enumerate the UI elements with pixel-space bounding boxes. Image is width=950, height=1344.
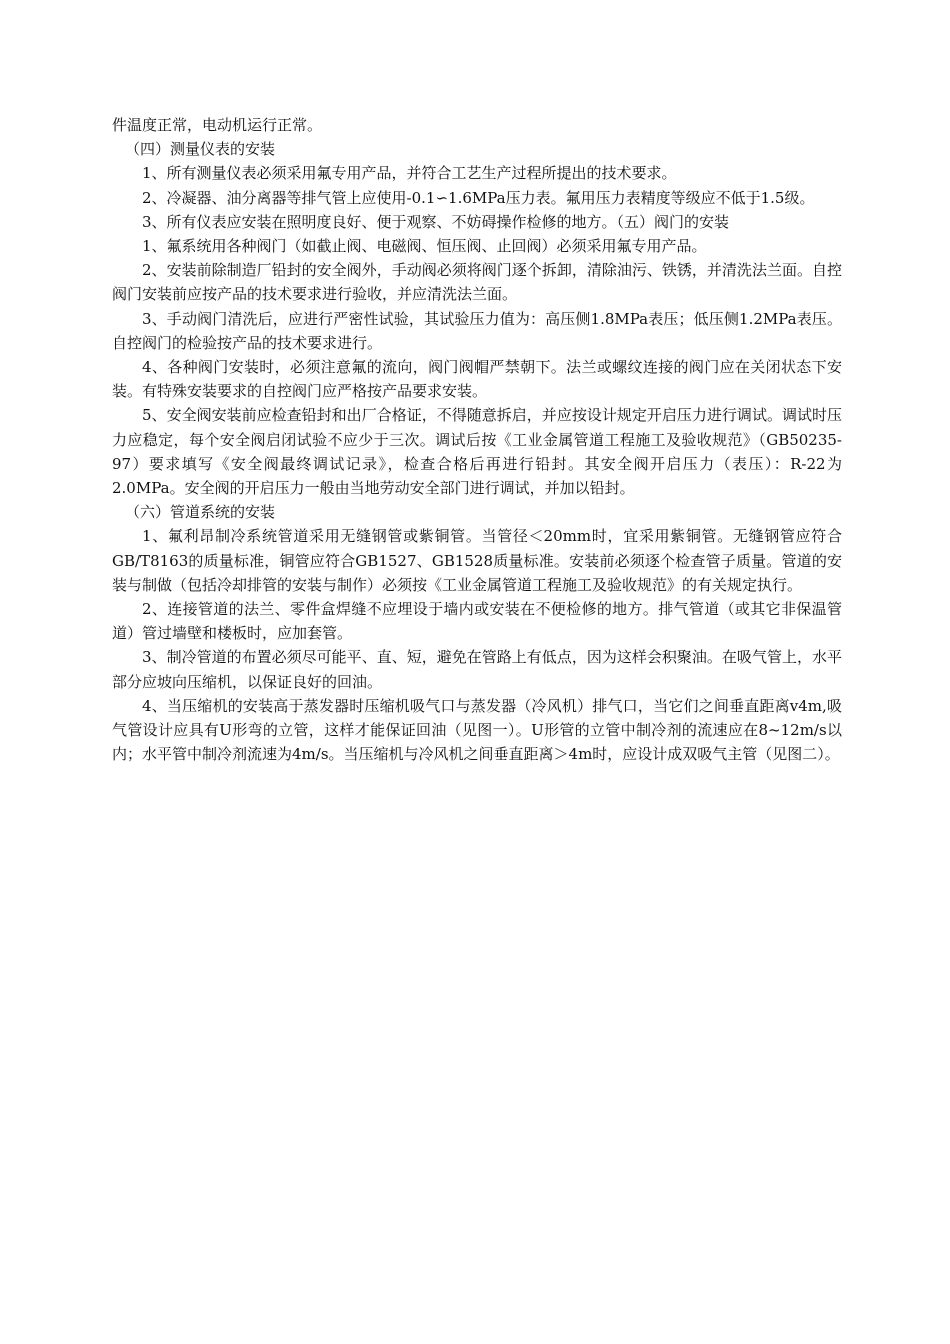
section-heading-piping: （六）管道系统的安装 <box>125 503 276 522</box>
paragraph: 3、制冷管道的布置必须尽可能平、直、短，避免在管路上有低点，因为这样会积聚油。在吸气管上，水平部分应坡向压缩机，以保证良好的回油。 <box>112 648 842 691</box>
paragraph-continuation: 件温度正常，电动机运行正常。 <box>112 116 323 134</box>
paragraph: 5、安全阀安装前应检查铅封和出厂合格证，不得随意拆启，并应按设计规定开启压力进行调试。调试时压力应稳定，每个安全阀启闭试验不应少于三次。调试后按《工业金属管道工程施工及验收规范》（GB50235-97）要求填写《安全阀最终调试记录》，检查合格后再进行铅封。其安全阀开启压力（表压）：R-22为2.0MPa。安全阀的开启压力一般由当地劳动安全部门进行调试，并加以铅封。 <box>112 406 842 498</box>
paragraph: 3、所有仪表应安装在照明度良好、便于观察、不妨碍操作检修的地方。（五）阀门的安装 <box>142 212 730 231</box>
paragraph: 2、安装前除制造厂铅封的安全阀外，手动阀必须将阀门逐个拆卸，清除油污、铁锈，并清洗法兰面。自控阀门安装前应按产品的技术要求进行验收，并应清洗法兰面。 <box>112 261 842 304</box>
paragraph: 3、手动阀门清洗后，应进行严密性试验，其试验压力值为：高压侧1.8MPa表压；低压侧1.2MPa表压。自控阀门的检验按产品的技术要求进行。 <box>112 309 842 352</box>
paragraph: 4、当压缩机的安装高于蒸发器时压缩机吸气口与蒸发器（冷风机）排气口，当它们之间垂直距离v4m,吸气管设计应具有U形弯的立管，这样才能保证回油（见图一）。U形管的立管中制冷剂的流速应在8~12m/s以内；水平管中制冷剂流速为4m/s。当压缩机与冷风机之间垂直距离＞4m时，应设计成双吸气主管（见图二）。 <box>112 696 842 764</box>
section-heading-instruments: （四）测量仪表的安装 <box>125 140 276 159</box>
paragraph: 1、所有测量仪表必须采用氟专用产品，并符合工艺生产过程所提出的技术要求。 <box>142 164 677 183</box>
paragraph: 4、各种阀门安装时，必须注意氟的流向，阀门阀帽严禁朝下。法兰或螺纹连接的阀门应在关闭状态下安装。有特殊安装要求的自控阀门应严格按产品要求安装。 <box>112 358 842 401</box>
paragraph: 2、冷凝器、油分离器等排气管上应使用-0.1∽1.6MPa压力表。氟用压力表精度等级应不低于1.5级。 <box>142 188 815 207</box>
document-body <box>112 113 842 766</box>
paragraph: 1、氟利昂制冷系统管道采用无缝钢管或紫铜管。当管径＜20mm时，宜采用紫铜管。无缝钢管应符合GB/T8163的质量标准，铜管应符合GB1527、GB1528质量标准。安装前必须逐个检查管子质量。管道的安装与制做（包括冷却排管的安装与制作）必须按《工业金属管道工程施工及验收规范》的有关规定执行。 <box>112 527 842 594</box>
paragraph: 1、氟系统用各种阀门（如截止阀、电磁阀、恒压阀、止回阀）必须采用氟专用产品。 <box>142 237 707 256</box>
paragraph: 2、连接管道的法兰、零件盒焊缝不应埋设于墙内或安装在不便检修的地方。排气管道（或其它非保温管道）管过墙壁和楼板时，应加套管。 <box>112 600 842 643</box>
